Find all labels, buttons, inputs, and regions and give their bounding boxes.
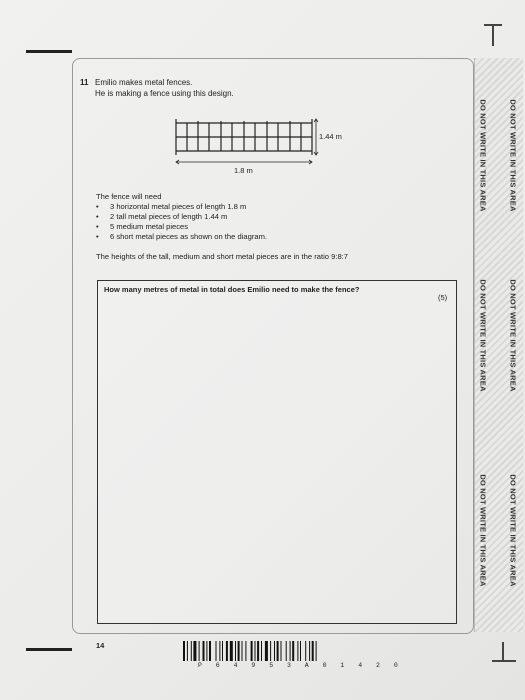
barcode-text: P 6 4 9 5 3 A 0 1 4 2 0 — [198, 662, 403, 669]
barcode-bar — [312, 641, 314, 661]
requirements-intro: The fence will need — [96, 192, 162, 201]
barcode-bar — [238, 641, 240, 661]
barcode-bar — [235, 641, 236, 661]
list-item: • 3 horizontal metal pieces of length 1.8 m — [96, 202, 267, 212]
margin-warning: DO NOT WRITE IN THIS AREA — [478, 99, 488, 212]
barcode-bar — [206, 641, 207, 661]
barcode-bar — [251, 641, 253, 661]
barcode-bar — [203, 641, 205, 661]
barcode-bar — [193, 641, 196, 661]
barcode-bar — [281, 641, 282, 661]
list-item: • 2 tall metal pieces of length 1.44 m — [96, 212, 267, 222]
fence-diagram — [170, 115, 360, 185]
ratio-statement: The heights of the tall, medium and short metal pieces are in the ratio 9:8:7 — [96, 252, 348, 261]
barcode-bar — [226, 641, 228, 661]
barcode-bar — [209, 641, 211, 661]
question-line-2: He is making a fence using this design. — [95, 89, 234, 98]
barcode-bar — [183, 641, 185, 661]
barcode-bar — [219, 641, 220, 661]
barcode-bar — [309, 641, 310, 661]
margin-warning: DO NOT WRITE IN THIS AREA — [508, 99, 518, 212]
crop-mark — [484, 24, 502, 46]
question-line-1: Emilio makes metal fences. — [95, 78, 193, 87]
answer-box[interactable] — [97, 280, 457, 624]
barcode-bar — [297, 641, 298, 661]
barcode-bar — [286, 641, 287, 661]
barcode-bar — [305, 641, 306, 661]
barcode-bar — [187, 641, 188, 661]
barcode-bar — [230, 641, 233, 661]
list-item: • 5 medium metal pieces — [96, 222, 267, 232]
barcode-bar — [191, 641, 192, 661]
barcode-bar — [222, 641, 223, 661]
barcode-bar — [199, 641, 200, 661]
height-label: 1.44 m — [319, 132, 342, 141]
barcode-bar — [277, 641, 279, 661]
barcode-bar — [257, 641, 259, 661]
barcode-bar — [216, 641, 217, 661]
crop-mark — [26, 648, 72, 651]
barcode-bar — [265, 641, 268, 661]
barcode-bar — [292, 641, 294, 661]
barcode-bar — [300, 641, 301, 661]
barcode-bar — [270, 641, 271, 661]
page-number: 14 — [96, 641, 105, 650]
margin-warning: DO NOT WRITE IN THIS AREA — [508, 279, 518, 392]
barcode-bar — [274, 641, 275, 661]
barcode-bar — [316, 641, 317, 661]
crop-mark — [26, 50, 72, 53]
barcode-bar — [242, 641, 243, 661]
barcode-bar — [245, 641, 246, 661]
requirements-list — [96, 192, 267, 242]
barcode-bar — [290, 641, 291, 661]
barcode-bar — [261, 641, 262, 661]
answer-question: How many metres of metal in total does Emilio need to make the fence? — [104, 285, 360, 294]
crop-mark — [492, 642, 516, 664]
width-label: 1.8 m — [234, 166, 253, 175]
margin-warning: DO NOT WRITE IN THIS AREA — [478, 474, 488, 587]
barcode-bar — [255, 641, 256, 661]
margin-warning: DO NOT WRITE IN THIS AREA — [478, 279, 488, 392]
list-item: • 6 short metal pieces as shown on the diagram. — [96, 232, 267, 242]
barcode — [183, 641, 369, 661]
margin-warning: DO NOT WRITE IN THIS AREA — [508, 474, 518, 587]
marks-label: (5) — [438, 293, 448, 302]
question-number: 11 — [80, 78, 89, 87]
